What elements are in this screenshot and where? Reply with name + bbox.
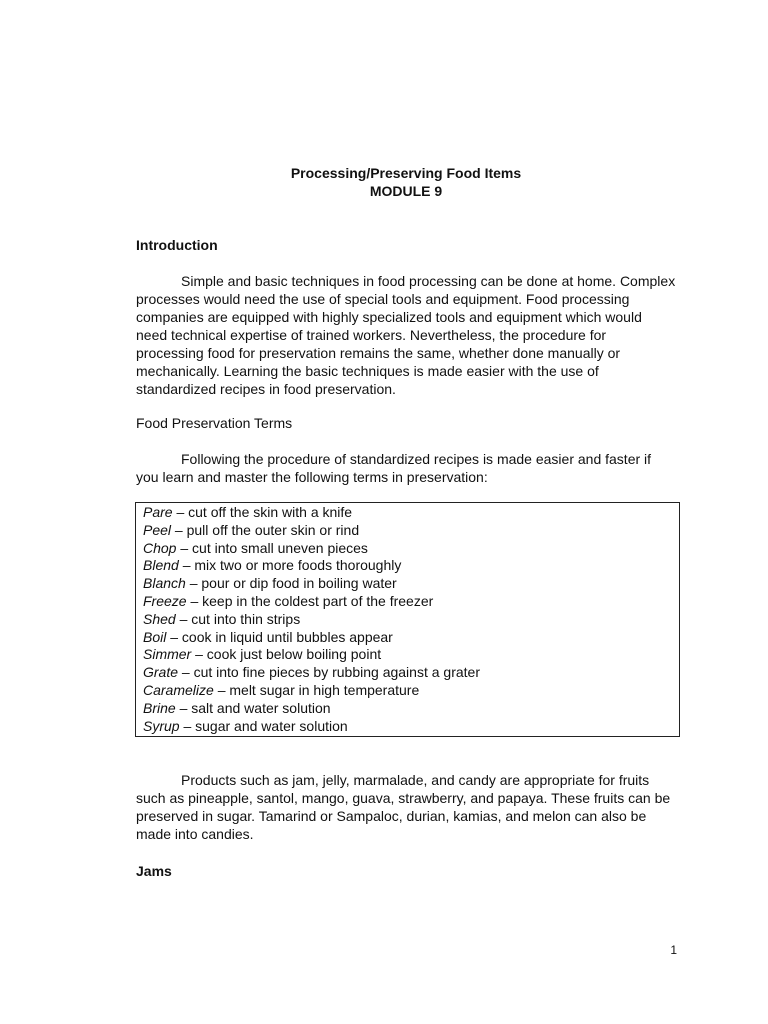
- term-word: Peel: [143, 521, 172, 538]
- term-word: Brine: [143, 699, 176, 716]
- term-row: [143, 540, 673, 558]
- term-definition: – keep in the coldest part of the freezer: [186, 592, 434, 609]
- term-row: [143, 646, 673, 664]
- term-row: [143, 575, 673, 593]
- term-word: Caramelize: [143, 681, 214, 698]
- term-definition: – salt and water solution: [175, 699, 331, 716]
- term-row: [143, 611, 673, 629]
- page-number: 1: [670, 943, 677, 957]
- term-word: Pare: [143, 504, 173, 520]
- term-word: Grate: [143, 664, 179, 681]
- term-row: [143, 664, 673, 682]
- term-definition: – sugar and water solution: [179, 717, 348, 734]
- term-word: Chop: [143, 539, 177, 556]
- introduction-heading: Introduction: [136, 237, 218, 253]
- term-word: Freeze: [143, 592, 187, 609]
- introduction-section: [136, 272, 676, 398]
- term-definition: – cut into small uneven pieces: [176, 539, 368, 556]
- document-title: Processing/Preserving Food Items: [290, 165, 522, 181]
- term-word: Syrup: [143, 717, 180, 734]
- terms-table: [135, 502, 680, 737]
- term-definition: – mix two or more foods thoroughly: [178, 557, 402, 574]
- term-row: [143, 700, 673, 718]
- term-word: Boil: [143, 628, 167, 645]
- term-row: [143, 682, 673, 700]
- term-definition: – pull off the outer skin or rind: [171, 521, 360, 538]
- term-word: Simmer: [143, 646, 192, 663]
- terms-heading-wrap: [136, 414, 676, 432]
- term-definition: – cut into thin strips: [175, 610, 301, 627]
- term-definition: – cook just below boiling point: [191, 646, 382, 663]
- term-word: Shed: [143, 610, 176, 627]
- products-paragraph: Products such as jam, jelly, marmalade, and candy are appropriate for fruits such as pineapple, santol, mango, guava, strawberry, and papaya. These fruits can be preserved in sugar. Tamarind or Sampaloc, durian, kamias, and melon can also be made into candies.: [136, 772, 671, 842]
- term-row: [143, 504, 673, 522]
- term-definition: – cook in liquid until bubbles appear: [166, 628, 393, 645]
- products-section: [136, 771, 676, 843]
- terms-heading: Food Preservation Terms: [136, 415, 293, 431]
- term-row: [143, 718, 673, 736]
- jams-heading-wrap: [136, 862, 676, 880]
- terms-intro-wrap: [136, 450, 676, 486]
- term-definition: – pour or dip food in boiling water: [185, 575, 397, 592]
- introduction-heading-wrap: [136, 236, 676, 254]
- jams-heading: Jams: [136, 863, 172, 879]
- term-row: [143, 522, 673, 540]
- title-block: [0, 164, 768, 200]
- term-word: Blend: [143, 557, 179, 574]
- term-row: [143, 629, 673, 647]
- module-label: MODULE 9: [369, 183, 443, 199]
- term-word: Blanch: [143, 575, 186, 592]
- terms-intro-paragraph: Following the procedure of standardized recipes is made easier and faster if you learn and master the following terms in preservation:: [136, 451, 652, 485]
- term-row: [143, 593, 673, 611]
- term-definition: – cut off the skin with a knife: [172, 504, 353, 520]
- term-definition: – cut into fine pieces by rubbing against a grater: [178, 664, 480, 681]
- term-row: [143, 557, 673, 575]
- term-definition: – melt sugar in high temperature: [213, 681, 420, 698]
- introduction-paragraph: Simple and basic techniques in food processing can be done at home. Complex processes would need the use of special tools and equipment. Food processing companies are equipped with highly specialized tools and equipment which would need technical expertise of trained workers. Nevertheless, the procedure for processing food for preservation remains the same, whether done manually or mechanically. Learning the basic techniques is made easier with the use of standardized recipes in food preservation.: [136, 273, 676, 397]
